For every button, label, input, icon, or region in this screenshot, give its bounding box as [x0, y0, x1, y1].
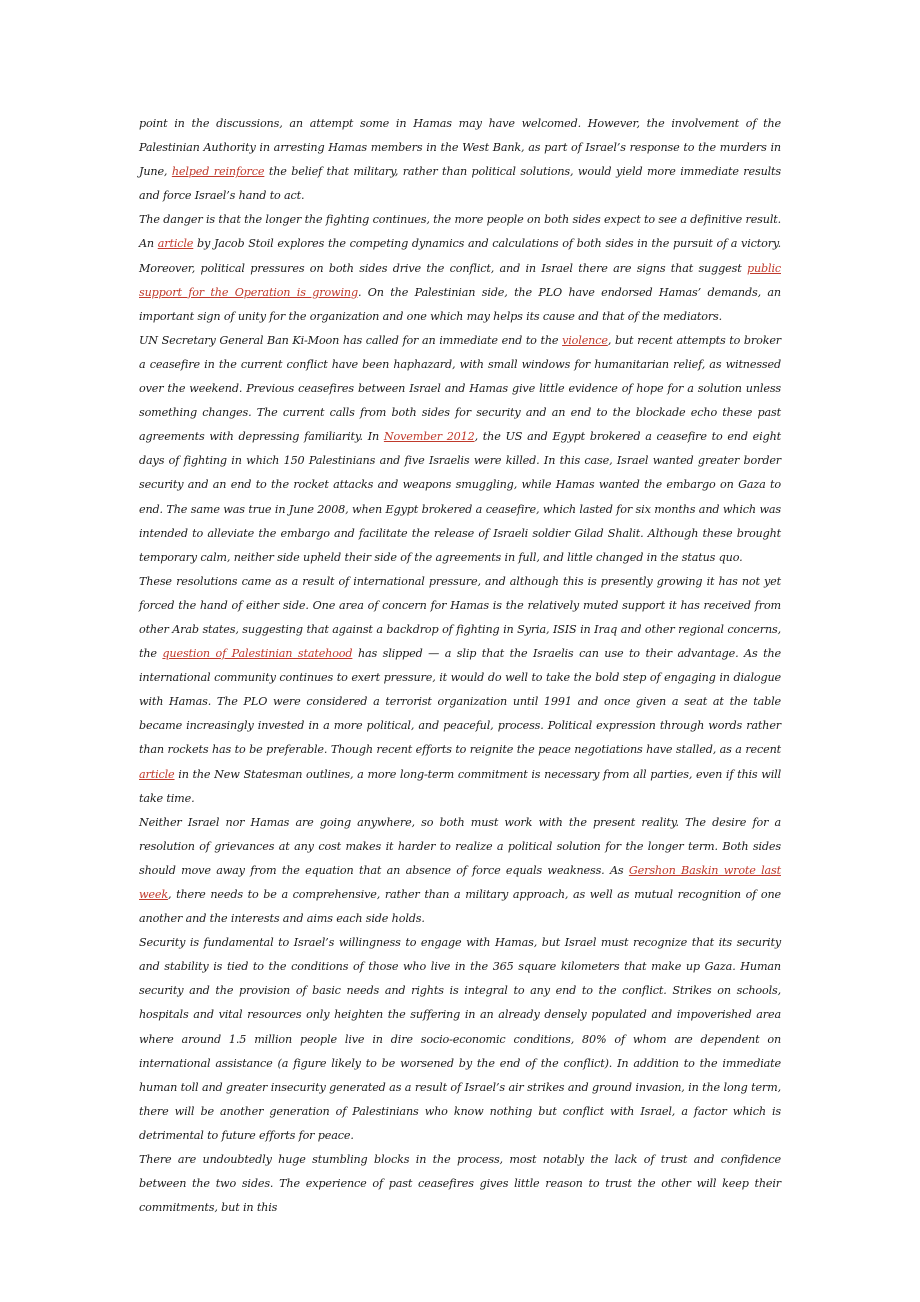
- text: Security is fundamental to Israel’s willingness to engage with Hamas, but Israel must recognize that its security and stability is tied to the conditions of those who live in the 365 square kilometers that make up Gaza. Human security and the provision of basic needs and rights is integral to any end to the conflict. Strikes on schools, hospitals and vital resources only heighten the suffering in an already densely populated and impoverished area where around 1.5 million people live in dire socio-economic conditions, 80% of whom are dependent on international assistance (a figure likely to be worsened by the end of the conflict). In addition to the immediate human toll and greater insecurity generated as a result of Israel’s air strikes and ground invasion, in the long term, there will be another generation of Palestinians who know nothing but conflict with Israel, a factor which is detrimental to future efforts for peace.: [139, 936, 781, 1142]
- paragraph: [139, 208, 781, 328]
- link-gershon-baskin[interactable]: Gershon Baskin wrote last week: [139, 863, 781, 901]
- link-helped-reinforce[interactable]: helped reinforce: [171, 165, 265, 179]
- paragraph: [139, 931, 781, 1148]
- text: , the US and Egypt brokered a ceasefire to end eight days of fighting in which 150 Palestinians and five Israelis were killed. In this case, Israel wanted greater border security and an end to the rocket attacks and weapons smuggling, while Hamas wanted the embargo on Gaza to end. The same was true in June 2008, when Egypt brokered a ceasefire, which lasted for six months and which was intended to alleviate the embargo and facilitate the release of Israeli soldier Gilad Shalit. Although these brought temporary calm, neither side upheld their side of the agreements in full, and little changed in the status quo.: [139, 430, 781, 564]
- text: the belief that military, rather than political solutions, would yield more immediate results and force Israel’s hand to act.: [139, 165, 781, 203]
- text: The danger is that the longer the fighting continues, the more people on both sides expect to see a definitive result. An: [139, 213, 781, 251]
- paragraph: [139, 811, 781, 931]
- text: UN Secretary General Ban Ki-Moon has called for an immediate end to the: [139, 333, 563, 347]
- text: by Jacob Stoil explores the competing dynamics and calculations of both sides in the pursuit of a victory. Moreover, political pressures on both sides drive the conflict, and in Israel there are signs that suggest: [139, 237, 781, 275]
- paragraph: [139, 329, 781, 570]
- link-violence[interactable]: violence: [562, 333, 608, 347]
- paragraph: [139, 1148, 781, 1220]
- text: Neither Israel nor Hamas are going anywhere, so both must work with the present reality. The desire for a resolution of grievances at any cost makes it harder to realize a political solution for the longer term. Both sides should move away from the equation that an absence of force equals weakness. As: [139, 815, 781, 877]
- link-article-new-statesman[interactable]: article: [139, 767, 175, 781]
- text: . On the Palestinian side, the PLO have endorsed Hamas’ demands, an important sign of unity for the organization and one which may helps its cause and that of the mediators.: [139, 285, 781, 323]
- text: in the New Statesman outlines, a more long-term commitment is necessary from all parties, even if this will take time.: [139, 767, 781, 805]
- link-palestinian-statehood[interactable]: question of Palestinian statehood: [162, 647, 353, 661]
- text: point in the discussions, an attempt some in Hamas may have welcomed. However, the involvement of the Palestinian Authority in arresting Hamas members in the West Bank, as part of Israel’s response to the murders in June,: [139, 117, 781, 179]
- text: , there needs to be a comprehensive, rather than a military approach, as well as mutual recognition of one another and the interests and aims each side holds.: [139, 888, 781, 926]
- link-november-2012[interactable]: November 2012: [383, 430, 475, 444]
- link-article-jacob-stoil[interactable]: article: [157, 237, 194, 251]
- article-body: [139, 112, 781, 1220]
- text: There are undoubtedly huge stumbling blocks in the process, most notably the lack of trust and confidence between the two sides. The experience of past ceasefires gives little reason to trust the other will keep their commitments, but in this: [139, 1153, 781, 1215]
- text: , but recent attempts to broker a ceasefire in the current conflict have been haphazard, with small windows for humanitarian relief, as witnessed over the weekend. Previous ceasefires between Israel and Hamas give little evidence of hope for a solution unless something changes. The current calls from both sides for security and an end to the blockade echo these past agreements with depressing familiarity. In: [139, 333, 781, 444]
- text: has slipped — a slip that the Israelis can use to their advantage. As the international community continues to exert pressure, it would do well to take the bold step of engaging in dialogue with Hamas. The PLO were considered a terrorist organization until 1991 and once given a seat at the table became increasingly invested in a more political, and peaceful, process. Political expression through words rather than rockets has to be preferable. Though recent efforts to reignite the peace negotiations have stalled, as a recent: [139, 647, 781, 757]
- paragraph: [139, 570, 781, 811]
- link-public-support[interactable]: public support for the Operation is growing: [139, 261, 781, 299]
- paragraph: [139, 112, 781, 208]
- text: These resolutions came as a result of international pressure, and although this is presently growing it has not yet forced the hand of either side. One area of concern for Hamas is the relatively muted support it has received from other Arab states, suggesting that against a backdrop of fighting in Syria, ISIS in Iraq and other regional concerns, the: [139, 574, 781, 661]
